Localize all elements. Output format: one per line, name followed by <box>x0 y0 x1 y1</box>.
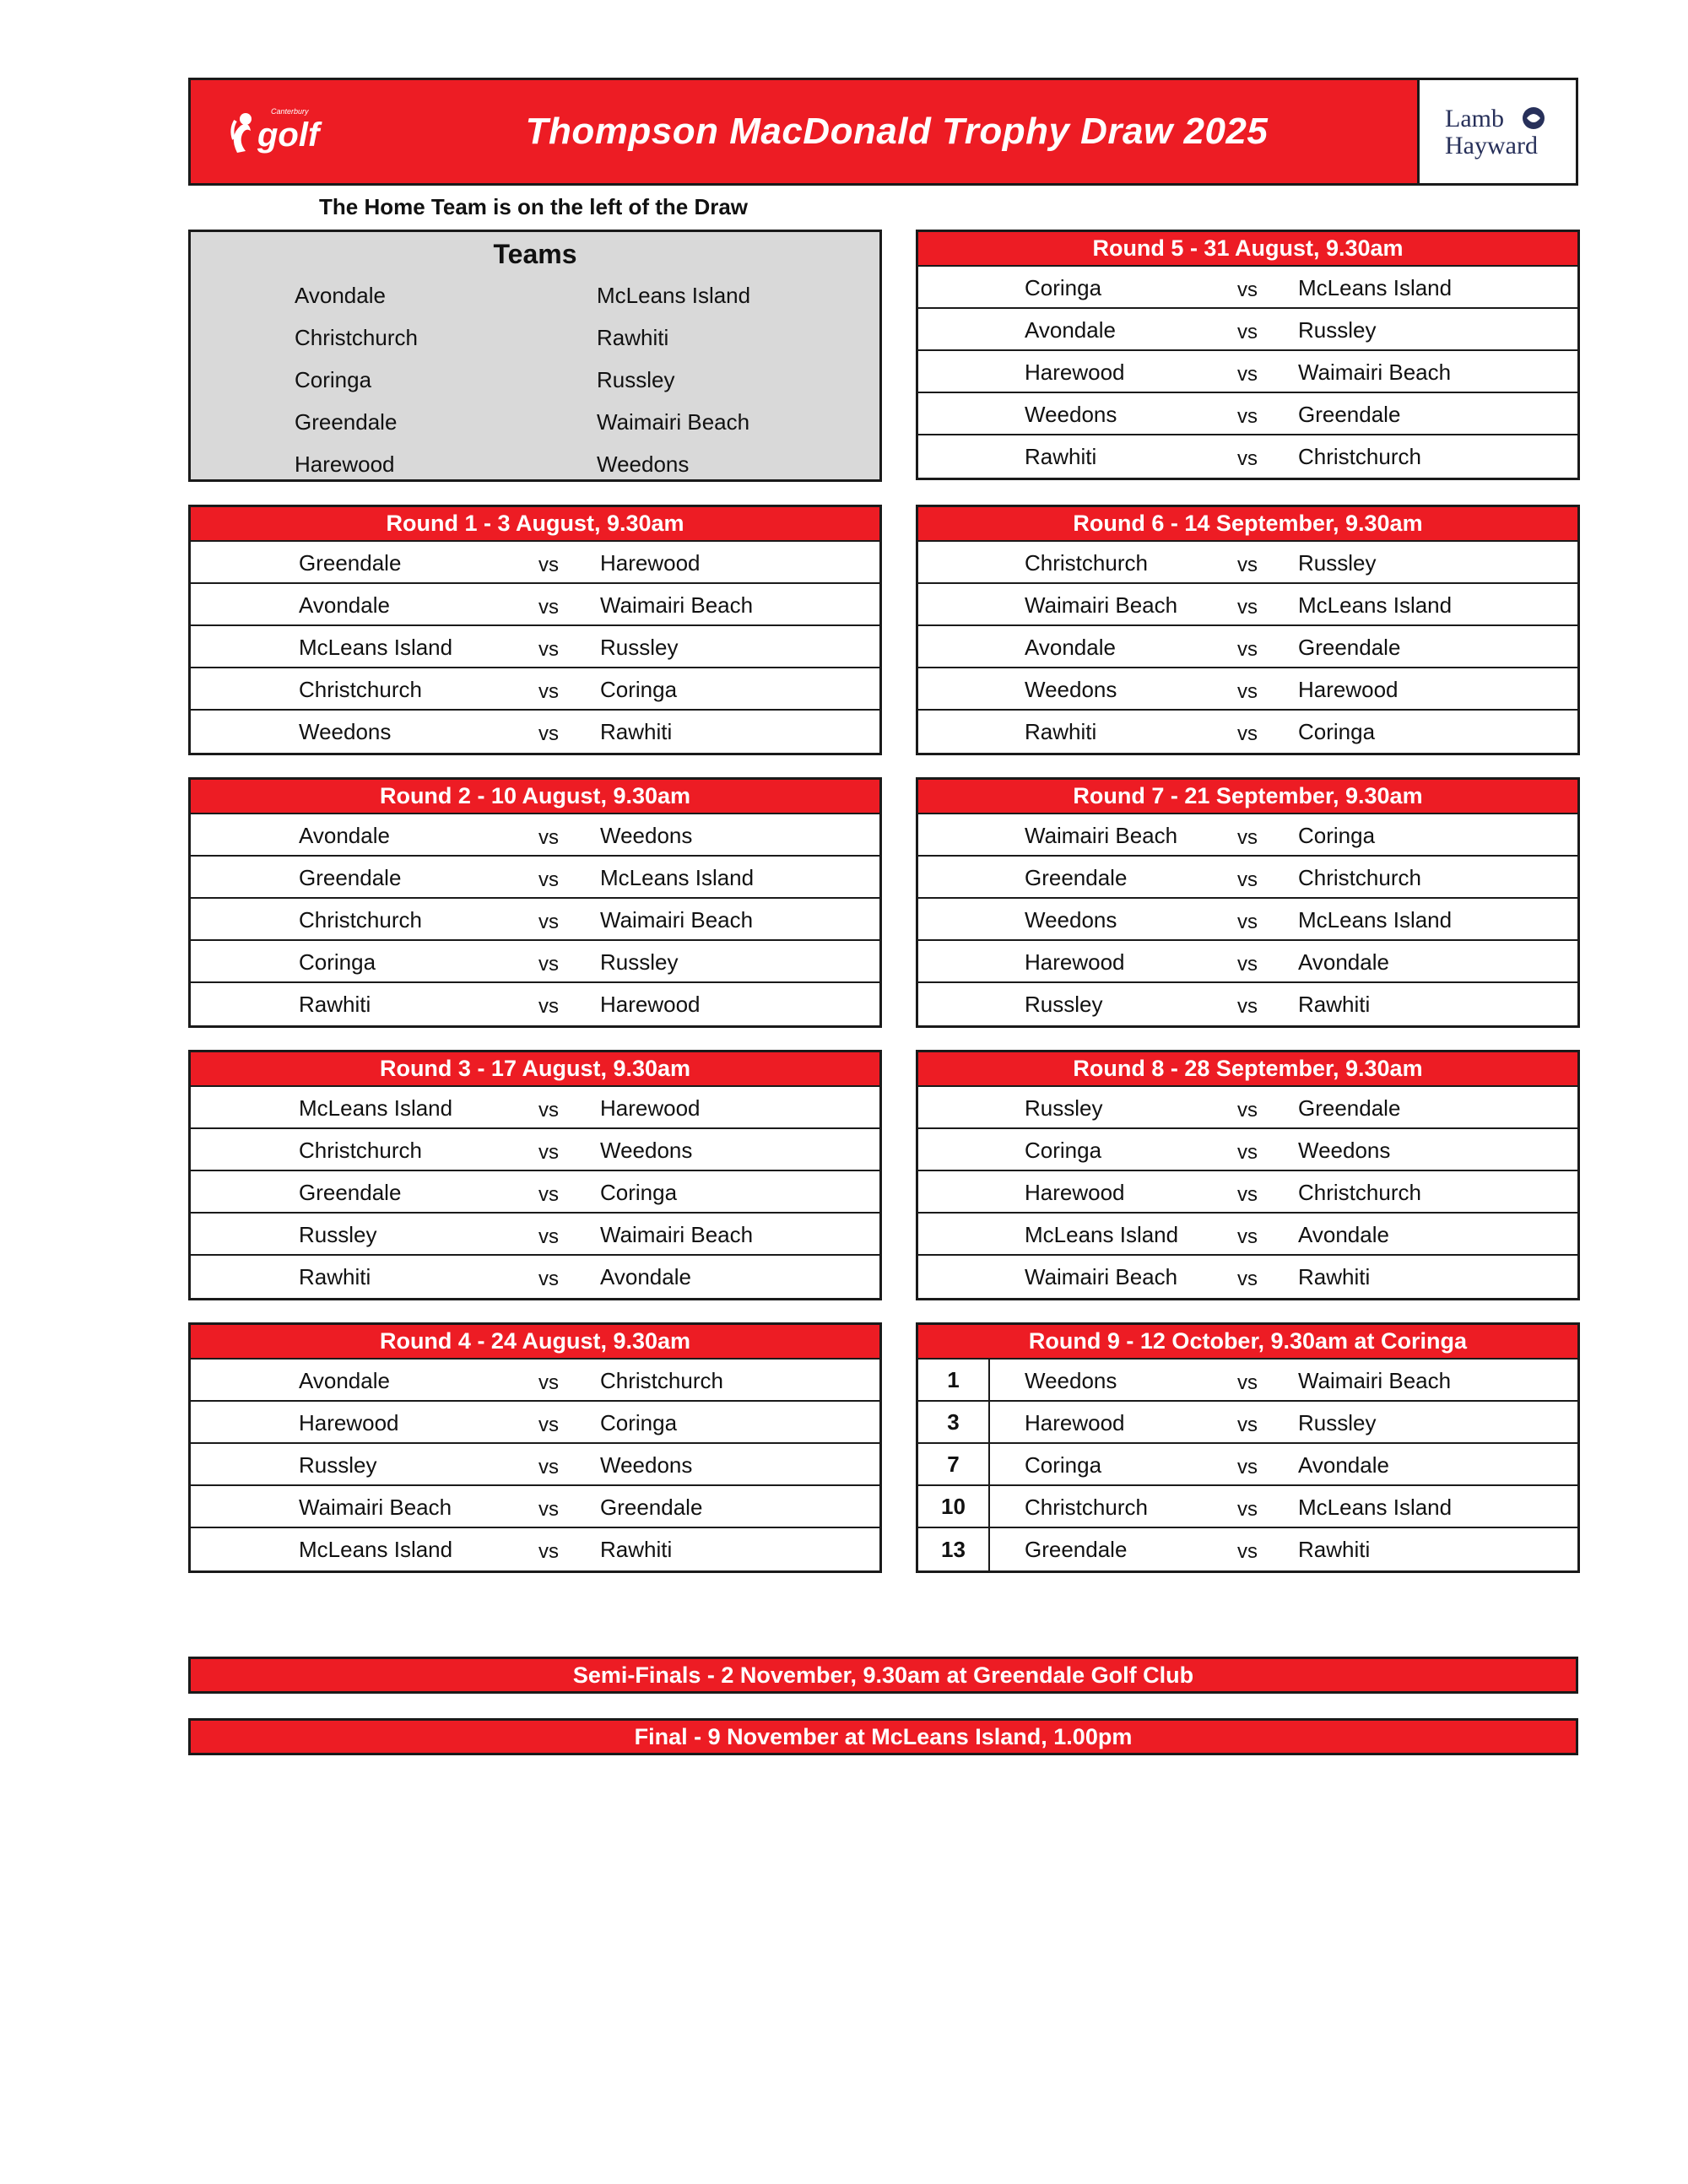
match-row: Harewood vs Waimairi Beach <box>918 351 1577 393</box>
tee-number: 7 <box>918 1444 990 1484</box>
teams-row: Harewood Weedons <box>295 451 690 477</box>
teams-row: Coringa Russley <box>295 367 675 392</box>
match-row: Weedons vs Greendale <box>918 393 1577 435</box>
round-5-table <box>916 230 1580 480</box>
round-title: Round 2 - 10 August, 9.30am <box>191 780 879 814</box>
teams-title: Teams <box>493 239 577 269</box>
match-row: 1 Weedons vs Waimairi Beach <box>918 1360 1577 1402</box>
round-title: Round 6 - 14 September, 9.30am <box>918 507 1577 542</box>
match-row: Avondale vs Greendale <box>918 626 1577 668</box>
match-row: Harewood vs Coringa <box>191 1402 879 1444</box>
golfer-icon <box>220 102 347 161</box>
home-team-note: The Home Team is on the left of the Draw <box>319 194 749 219</box>
match-row: Avondale vs Russley <box>918 309 1577 351</box>
semi-finals-bar: Semi-Finals - 2 November, 9.30am at Greendale Golf Club <box>188 1657 1578 1694</box>
teams-row: Greendale Waimairi Beach <box>295 409 750 435</box>
match-row: Waimairi Beach vs Rawhiti <box>1025 1264 1371 1290</box>
match-row: McLeans Island vs Rawhiti <box>299 1537 673 1563</box>
match-row: Greendale vs McLeans Island <box>191 857 879 899</box>
match-row: Greendale vs Coringa <box>191 1171 879 1214</box>
svg-text:Hayward: Hayward <box>1444 132 1538 159</box>
round-3-table <box>188 1050 882 1300</box>
match-row: Avondale vs Waimairi Beach <box>191 584 879 626</box>
match-row: Christchurch vs Coringa <box>191 668 879 711</box>
round-title: Round 9 - 12 October, 9.30am at Coringa <box>918 1325 1577 1360</box>
match-row: 7 Coringa vs Avondale <box>918 1444 1577 1486</box>
match-row: Rawhiti vs Coringa <box>1025 719 1376 745</box>
match-row: Weedons vs McLeans Island <box>918 899 1577 941</box>
match-row: Waimairi Beach vs McLeans Island <box>918 584 1577 626</box>
tee-number: 1 <box>918 1360 990 1400</box>
round-title: Round 7 - 21 September, 9.30am <box>918 780 1577 814</box>
match-row: Rawhiti vs Christchurch <box>1025 444 1421 470</box>
svg-text:golf: golf <box>257 116 320 154</box>
match-row: Christchurch vs Russley <box>918 542 1577 584</box>
match-row: Russley vs Waimairi Beach <box>191 1214 879 1256</box>
canterbury-golf-logo <box>191 80 376 183</box>
teams-row: Christchurch Rawhiti <box>295 325 669 350</box>
match-row: Russley vs Greendale <box>918 1087 1577 1129</box>
match-row: Weedons vs Rawhiti <box>299 719 673 745</box>
lamb-hayward-logo <box>1417 80 1576 183</box>
svg-text:Canterbury: Canterbury <box>271 107 309 116</box>
round-title: Round 3 - 17 August, 9.30am <box>191 1052 879 1087</box>
page-title: Thompson MacDonald Trophy Draw 2025 <box>525 111 1269 152</box>
match-row: Waimairi Beach vs Coringa <box>918 814 1577 857</box>
page-header <box>188 78 1578 186</box>
round-9-table <box>916 1322 1580 1573</box>
match-row: Weedons vs Harewood <box>918 668 1577 711</box>
svg-text:Lamb: Lamb <box>1444 105 1504 132</box>
tee-number: 13 <box>918 1528 990 1570</box>
match-row: Russley vs Weedons <box>191 1444 879 1486</box>
match-row: Harewood vs Avondale <box>918 941 1577 983</box>
teams-box <box>188 230 882 482</box>
title-area <box>376 80 1417 183</box>
match-row: Russley vs Rawhiti <box>1025 992 1371 1018</box>
round-title: Round 5 - 31 August, 9.30am <box>918 232 1577 267</box>
round-title: Round 4 - 24 August, 9.30am <box>191 1325 879 1360</box>
final-bar: Final - 9 November at McLeans Island, 1.00pm <box>188 1718 1578 1755</box>
match-row: Christchurch vs Weedons <box>191 1129 879 1171</box>
match-row: Coringa vs Weedons <box>918 1129 1577 1171</box>
match-row: McLeans Island vs Avondale <box>918 1214 1577 1256</box>
round-7-table <box>916 777 1580 1028</box>
round-2-table <box>188 777 882 1028</box>
match-row: McLeans Island vs Russley <box>191 626 879 668</box>
match-row: Christchurch vs Waimairi Beach <box>191 899 879 941</box>
match-row: Harewood vs Christchurch <box>918 1171 1577 1214</box>
round-title: Round 8 - 28 September, 9.30am <box>918 1052 1577 1087</box>
match-row: 3 Harewood vs Russley <box>918 1402 1577 1444</box>
teams-row: Avondale McLeans Island <box>295 283 751 308</box>
round-6-table <box>916 505 1580 755</box>
match-row: Greendale vs Harewood <box>191 542 879 584</box>
match-row: Rawhiti vs Avondale <box>299 1264 691 1290</box>
round-1-table <box>188 505 882 755</box>
match-row: 13 Greendale vs Rawhiti <box>918 1528 1577 1570</box>
match-row: Coringa vs Russley <box>191 941 879 983</box>
match-row: Rawhiti vs Harewood <box>299 992 701 1018</box>
match-row: 10 Christchurch vs McLeans Island <box>918 1486 1577 1528</box>
match-row: Avondale vs Weedons <box>191 814 879 857</box>
round-4-table <box>188 1322 882 1573</box>
match-row: Avondale vs Christchurch <box>191 1360 879 1402</box>
match-row: Greendale vs Christchurch <box>918 857 1577 899</box>
match-row: Waimairi Beach vs Greendale <box>191 1486 879 1528</box>
tee-number: 3 <box>918 1402 990 1442</box>
match-row: McLeans Island vs Harewood <box>191 1087 879 1129</box>
round-8-table <box>916 1050 1580 1300</box>
match-row: Coringa vs McLeans Island <box>918 267 1577 309</box>
round-title: Round 1 - 3 August, 9.30am <box>191 507 879 542</box>
tee-number: 10 <box>918 1486 990 1527</box>
